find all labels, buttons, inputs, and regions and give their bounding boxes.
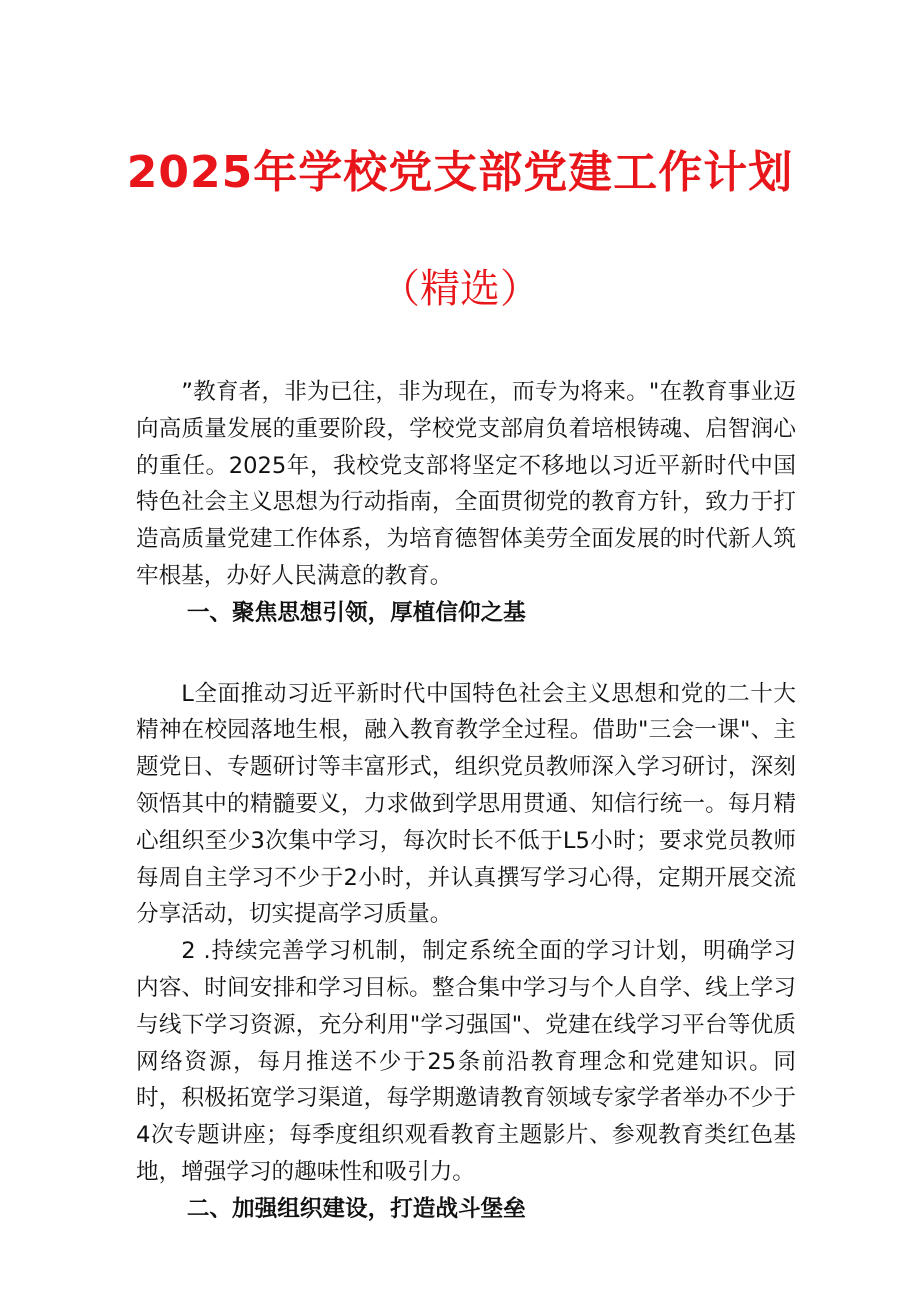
paragraph-item-1: L全面推动习近平新时代中国特色社会主义思想和党的二十大精神在校园落地生根，融入教育教学全过程。借助"三会一课"、主题党日、专题研讨等丰富形式，组织党员教师深入学习研讨，深刻领悟其中的精髓要义，力求做到学思用贯通、知信行统一。每月精心组织至少3次集中学习，每次时长不低于L5小时；要求党员教师每周自主学习不少于2小时，并认真撰写学习心得，定期开展交流分享活动，切实提高学习质量。 (136, 680, 796, 928)
paragraph-gap (136, 632, 796, 676)
document-subtitle: （精选） (380, 266, 540, 312)
document-body (136, 374, 796, 1228)
document-title: 2025年学校党支部党建工作计划 (126, 147, 794, 198)
paragraph-item-2: 2 .持续完善学习机制，制定系统全面的学习计划，明确学习内容、时间安排和学习目标。整合集中学习与个人自学、线上学习与线下学习资源，充分利用"学习强国"、党建在线学习平台等优质网络资源，每月推送不少于25条前沿教育理念和党建知识。同时，积极拓宽学习渠道，每学期邀请教育领域专家学者举办不少于4次专题讲座；每季度组织观看教育主题影片、参观教育类红色基地，增强学习的趣味性和吸引力。 (136, 938, 796, 1185)
section-heading-1: 一、聚焦思想引领，厚植信仰之基 (186, 599, 526, 626)
section-heading-2: 二、加强组织建设，打造战斗堡垒 (186, 1195, 526, 1222)
intro-paragraph: ”教育者，非为已往，非为现在，而专为将来。"在教育事业迈向高质量发展的重要阶段，学校党支部肩负着培根铸魂、启智润心的重任。2025年，我校党支部将坚定不移地以习近平新时代中国特色社会主义思想为行动指南，全面贯彻党的教育方针，致力于打造高质量党建工作体系，为培育德智体美劳全面发展的时代新人筑牢根基，办好人民满意的教育。 (136, 379, 796, 589)
